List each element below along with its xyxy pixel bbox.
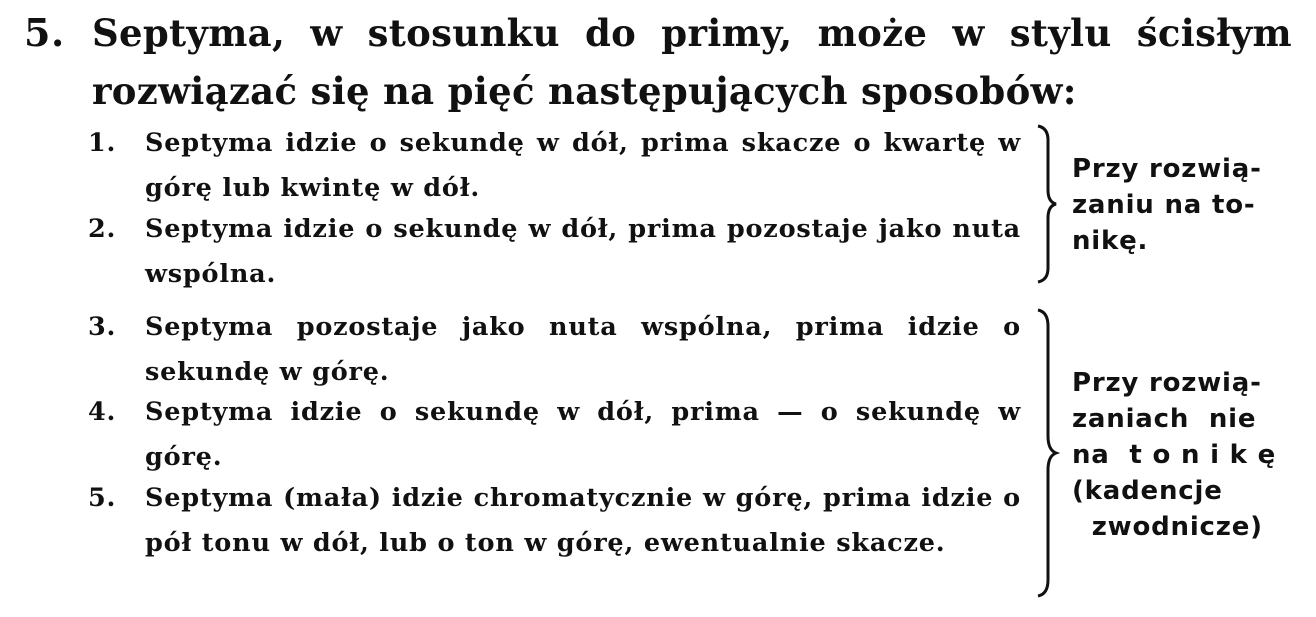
list-item-number: 2. <box>88 214 117 244</box>
side-note-non-tonic: Przy rozwią- zaniach nie na t o n i k ę (kadencje zwodnicze) <box>1072 368 1277 542</box>
right-brace-lower <box>1032 308 1062 598</box>
list-item-text: Septyma idzie o sekundę w dół, prima skacze o kwartę w górę lub kwintę w dół. <box>145 128 1021 203</box>
section-number: 5. <box>24 10 65 55</box>
list-item-number: 4. <box>88 397 117 427</box>
list-item-text: Septyma idzie o sekundę w dół, prima pozostaje jako nuta wspólna. <box>145 214 1021 289</box>
section-heading: Septyma, w stosunku do primy, może w stylu ścisłym rozwiązać się na pięć następujących sposobów: <box>92 11 1292 113</box>
right-brace-upper <box>1032 124 1062 284</box>
list-item-number: 5. <box>88 483 117 513</box>
side-note-tonic: Przy rozwią- zaniu na to- nikę. <box>1072 154 1262 256</box>
list-item-number: 1. <box>88 128 117 158</box>
list-item-text: Septyma idzie o sekundę w dół, prima — o sekundę w górę. <box>145 397 1021 472</box>
list-item-text: Septyma (mała) idzie chromatycznie w górę, prima idzie o pół tonu w dół, lub o ton w górę, ewentualnie skacze. <box>145 483 1021 558</box>
list-item-number: 3. <box>88 312 117 342</box>
list-item-text: Septyma pozostaje jako nuta wspólna, prima idzie o sekundę w górę. <box>145 312 1021 387</box>
